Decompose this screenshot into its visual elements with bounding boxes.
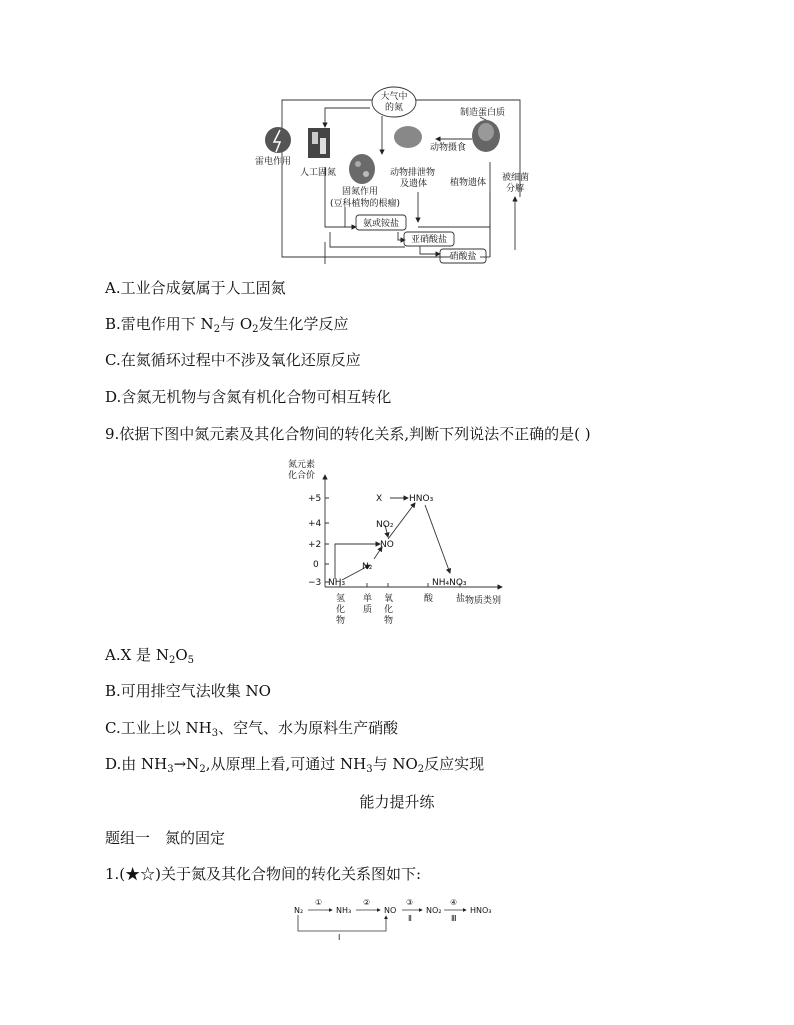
q8-option-d: D.含氮无机物与含氮有机化合物可相互转化 [105, 388, 392, 406]
species-nh3: NH₃ [328, 578, 346, 588]
nitrogen-cycle-diagram [250, 82, 530, 264]
reaction-scheme [290, 893, 510, 941]
valence-class-chart [270, 455, 520, 635]
species-no2: NO₂ [376, 520, 394, 530]
excretion-label-2: 及遗体 [400, 179, 428, 189]
ammonia-label: 氨或铵盐 [362, 219, 400, 229]
protein-label: 制造蛋白质 [460, 108, 506, 118]
xcat-hydride: 氢化物 [336, 594, 346, 626]
q9-option-c: C.工业上以 $NH_3$、空气、水为原料生产硝酸 [105, 719, 399, 739]
species-hno3: HNO₃ [409, 494, 434, 504]
nitrite-label: 亚硝酸盐 [410, 235, 448, 245]
y-axis-label-2: 化合价 [288, 471, 316, 481]
fixation-label-2: (豆科植物的根瘤) [330, 199, 401, 209]
plant-remains-label: 植物遗体 [450, 178, 487, 188]
scheme-route-2: Ⅱ [408, 914, 412, 923]
species-nh4no3: NH₄NO₃ [432, 578, 467, 588]
q9-stem: 9.依据下图中氮元素及其化合物间的转化关系,判断下列说法不正确的是( ) [105, 425, 591, 443]
scheme-route-3: Ⅲ [451, 914, 457, 923]
species-no: NO [380, 540, 394, 550]
species-x: X [376, 494, 383, 504]
y-axis-label-1: 氮元素 [288, 460, 316, 470]
x-axis-label: 物质类别 [465, 596, 502, 606]
artificial-fixation-label: 人工固氮 [300, 168, 337, 178]
xcat-element: 单质 [363, 594, 373, 615]
q9-option-b: B.可用排空气法收集 NO [105, 682, 271, 700]
bacteria-label-1: 被细菌 [502, 173, 530, 183]
ytick-plus4: +4 [308, 519, 322, 529]
scheme-route-1: Ⅰ [338, 933, 341, 941]
scheme-hno3: HNO₃ [470, 906, 492, 915]
eating-label: 动物摄食 [430, 143, 467, 153]
atmosphere-label-1: 大气中 [380, 92, 408, 102]
excretion-label-1: 动物排泄物 [390, 168, 436, 178]
scheme-n2: N₂ [294, 906, 304, 915]
xcat-salt: 盐 [456, 594, 466, 604]
ytick-zero: 0 [313, 560, 319, 570]
scheme-step-1: ① [315, 898, 323, 907]
scheme-no: NO [384, 906, 397, 915]
x-categories [336, 592, 465, 626]
root-nodule-picture [349, 154, 375, 184]
hno3-to-nh4no3-arrow [425, 505, 450, 573]
ytick-plus5: +5 [308, 494, 322, 504]
nitrate-label: 硝酸盐 [449, 252, 477, 262]
nh3-to-no-arrow [335, 544, 380, 579]
q8-option-a: A.工业合成氨属于人工固氮 [105, 279, 286, 297]
ytick-plus2: +2 [308, 540, 322, 550]
q1-stem: 1.(★☆)关于氮及其化合物间的转化关系图如下: [105, 865, 422, 883]
q9-option-a: A.X 是 $N_2O_5$ [105, 646, 195, 666]
scheme-step-2: ② [363, 898, 371, 907]
group-title: 题组一 氮的固定 [105, 829, 226, 847]
animals-picture [394, 126, 422, 148]
xcat-oxide: 氧化物 [384, 594, 394, 626]
q8-option-c: C.在氮循环过程中不涉及氧化还原反应 [105, 351, 361, 369]
scheme-nh3: NH₃ [336, 906, 352, 915]
scheme-step-4: ④ [450, 898, 458, 907]
scheme-step-3: ③ [406, 898, 414, 907]
xcat-acid: 酸 [424, 594, 434, 604]
q8-option-b: B.雷电作用下 $N_2$与 $O_2$发生化学反应 [105, 315, 349, 335]
lightning-label: 雷电作用 [255, 157, 292, 167]
species-n2: N₂ [362, 562, 373, 572]
bacteria-label-2: 分解 [506, 184, 525, 194]
fixation-label-1: 固氮作用 [342, 187, 379, 197]
section-title: 能力提升练 [359, 793, 435, 811]
scheme-no2: NO₂ [426, 906, 442, 915]
atmosphere-label-2: 的氮 [384, 103, 404, 113]
lightning-picture [265, 127, 291, 153]
ytick-minus3: −3 [308, 578, 322, 588]
factory-picture [308, 128, 330, 158]
q9-option-d: D.由 $NH_3\to N_2$,从原理上看,可通过 $NH_3$与 $NO_2$反应实现 [105, 755, 485, 775]
